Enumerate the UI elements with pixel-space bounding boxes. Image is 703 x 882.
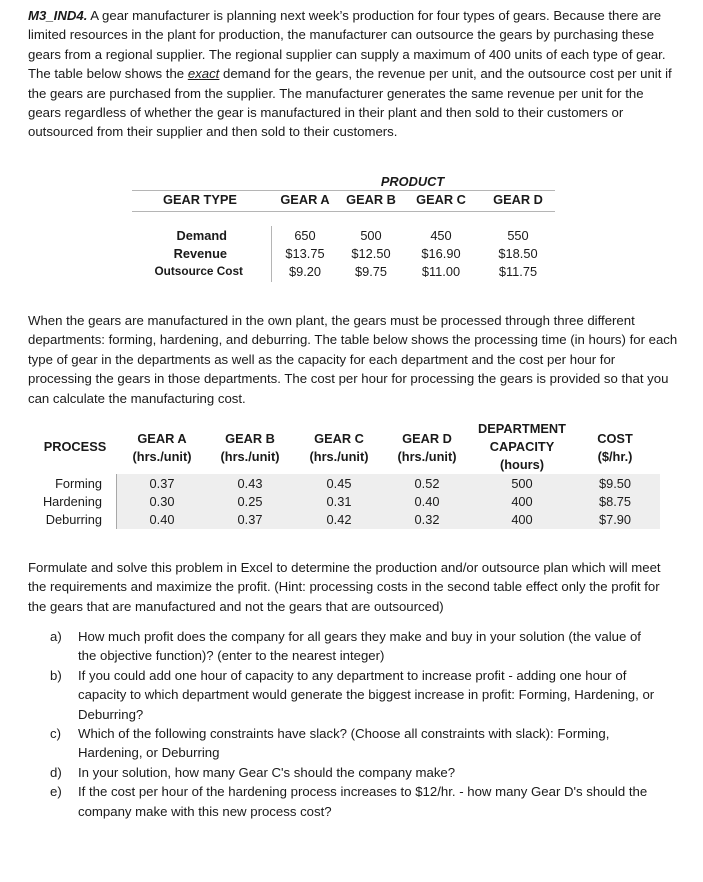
forming-cost: $9.50 [598,476,632,491]
forming-label: Forming [55,476,102,491]
demand-gear-a: 650 [294,228,316,243]
revenue-gear-a: $13.75 [285,246,325,261]
intro-text-1: A gear manufacturer is planning next week’s production for four types of gears. Because there are limited resources in the plant for production, the manufacturer can outsource the gears by purchasing these gears from a regional supplier. The regional supplier can supply a maximum of 400 units of each type of gear. The table below shows the [28,8,666,82]
gear-b-hrs-header: GEAR B (hrs./unit) [220,431,280,464]
gear-b-header: GEAR B [346,192,396,207]
question-text: If the cost per hour of the hardening process increases to $12/hr. - how many Gear D's should the company make with this new process cost? [78,784,648,819]
question-list [50,627,660,821]
gear-d-hrs-header: GEAR D (hrs./unit) [397,431,457,464]
outsource-gear-c: $11.00 [421,264,461,279]
question-d [50,763,660,782]
product-header: PRODUCT [380,174,445,189]
question-text: If you could add one hour of capacity to any department to increase profit - adding one hour of capacity to which department would generate the biggest increase in profit: Forming, Hardening, or Deburring? [78,667,655,722]
outsource-gear-d: $11.75 [498,264,538,279]
exact-word: exact [187,66,220,82]
forming-gear-c: 0.45 [326,476,352,491]
outsource-gear-a: $9.20 [288,264,322,279]
gear-c-header: GEAR C [416,192,466,207]
gear-c-hrs-header: GEAR C (hrs./unit) [309,431,369,464]
forming-capacity: 500 [511,476,533,491]
forming-gear-b: 0.43 [237,476,263,491]
hardening-capacity: 400 [511,494,533,509]
demand-gear-d: 550 [507,228,529,243]
question-text: How much profit does the company for all gears they make and buy in your solution (the value of the objective function)? (enter to the nearest integer) [78,629,641,664]
processing-paragraph: When the gears are manufactured in the own plant, the gears must be processed through three different departments: forming, hardening, and deburring. The table below shows the processing time (in hours) for each type of gear in the departments as well as the capacity for each department and the cost per hour for processing the gears in those departments. The cost per hour for processing the gears is provided so that you can calculate the manufacturing cost. [28,313,678,406]
gear-d-header: GEAR D [493,192,543,207]
label-divider [271,226,272,282]
deburring-gear-c: 0.42 [326,512,352,527]
intro-text-2: demand for the gears, the revenue per unit, and the outsource cost per unit if the gears are purchased from the supplier. The manufacturer generates the same revenue per unit for the gears regardless of whether the gear is manufactured in their plant and then sold to their customers or outsourced from their supplier and then sold to their customers. [28,66,672,140]
revenue-gear-b: $12.50 [351,246,391,261]
revenue-gear-c: $16.90 [421,246,461,261]
gear-a-hrs-header: GEAR A (hrs./unit) [132,431,192,464]
deburring-gear-a: 0.40 [149,512,175,527]
question-letter: e) [50,784,62,800]
outsource-cost-label: Outsource Cost [154,264,243,278]
formulate-paragraph: Formulate and solve this problem in Excel to determine the production and/or outsource plan which will meet the requirements and maximize the profit. (Hint: processing costs in the second table effect only the profit for the gears that are manufactured and not the gears that are outsourced) [28,560,661,614]
hardening-label: Hardening [42,494,102,509]
hardening-gear-a: 0.30 [149,494,175,509]
question-letter: b) [50,667,62,683]
capacity-header: DEPARTMENT CAPACITY (hours) [478,421,566,472]
process-divider [116,474,117,529]
demand-gear-c: 450 [430,228,452,243]
deburring-capacity: 400 [511,512,533,527]
question-letter: d) [50,764,62,780]
header-rule-bottom [132,211,555,212]
question-a [50,627,660,666]
forming-gear-a: 0.37 [149,476,175,491]
hardening-gear-c: 0.31 [326,494,352,509]
question-b [50,666,660,724]
data-shading [116,474,660,529]
outsource-gear-b: $9.75 [354,264,388,279]
deburring-cost: $7.90 [598,512,632,527]
revenue-label: Revenue [173,246,227,261]
forming-gear-d: 0.52 [414,476,440,491]
deburring-gear-b: 0.37 [237,512,263,527]
question-e [50,782,660,821]
question-text: In your solution, how many Gear C's should the company make? [78,764,456,780]
hardening-gear-b: 0.25 [237,494,263,509]
question-letter: c) [50,726,61,742]
demand-gear-b: 500 [360,228,382,243]
revenue-gear-d: $18.50 [498,246,538,261]
question-text: Which of the following constraints have slack? (Choose all constraints with slack): Forming, Hardening, or Deburring [78,726,610,761]
question-c [50,724,660,763]
gear-a-header: GEAR A [280,192,330,207]
hardening-gear-d: 0.40 [414,494,440,509]
gear-type-header: GEAR TYPE [163,192,237,207]
question-letter: a) [50,629,62,644]
process-header: PROCESS [43,439,107,454]
deburring-gear-d: 0.32 [414,512,440,527]
intro-paragraph [28,6,678,142]
problem-code: M3_IND4. [28,8,88,23]
deburring-label: Deburring [45,512,102,527]
hardening-cost: $8.75 [598,494,632,509]
header-rule-top [132,190,555,191]
cost-header: COST ($/hr.) [597,431,633,464]
demand-label: Demand [176,228,227,243]
